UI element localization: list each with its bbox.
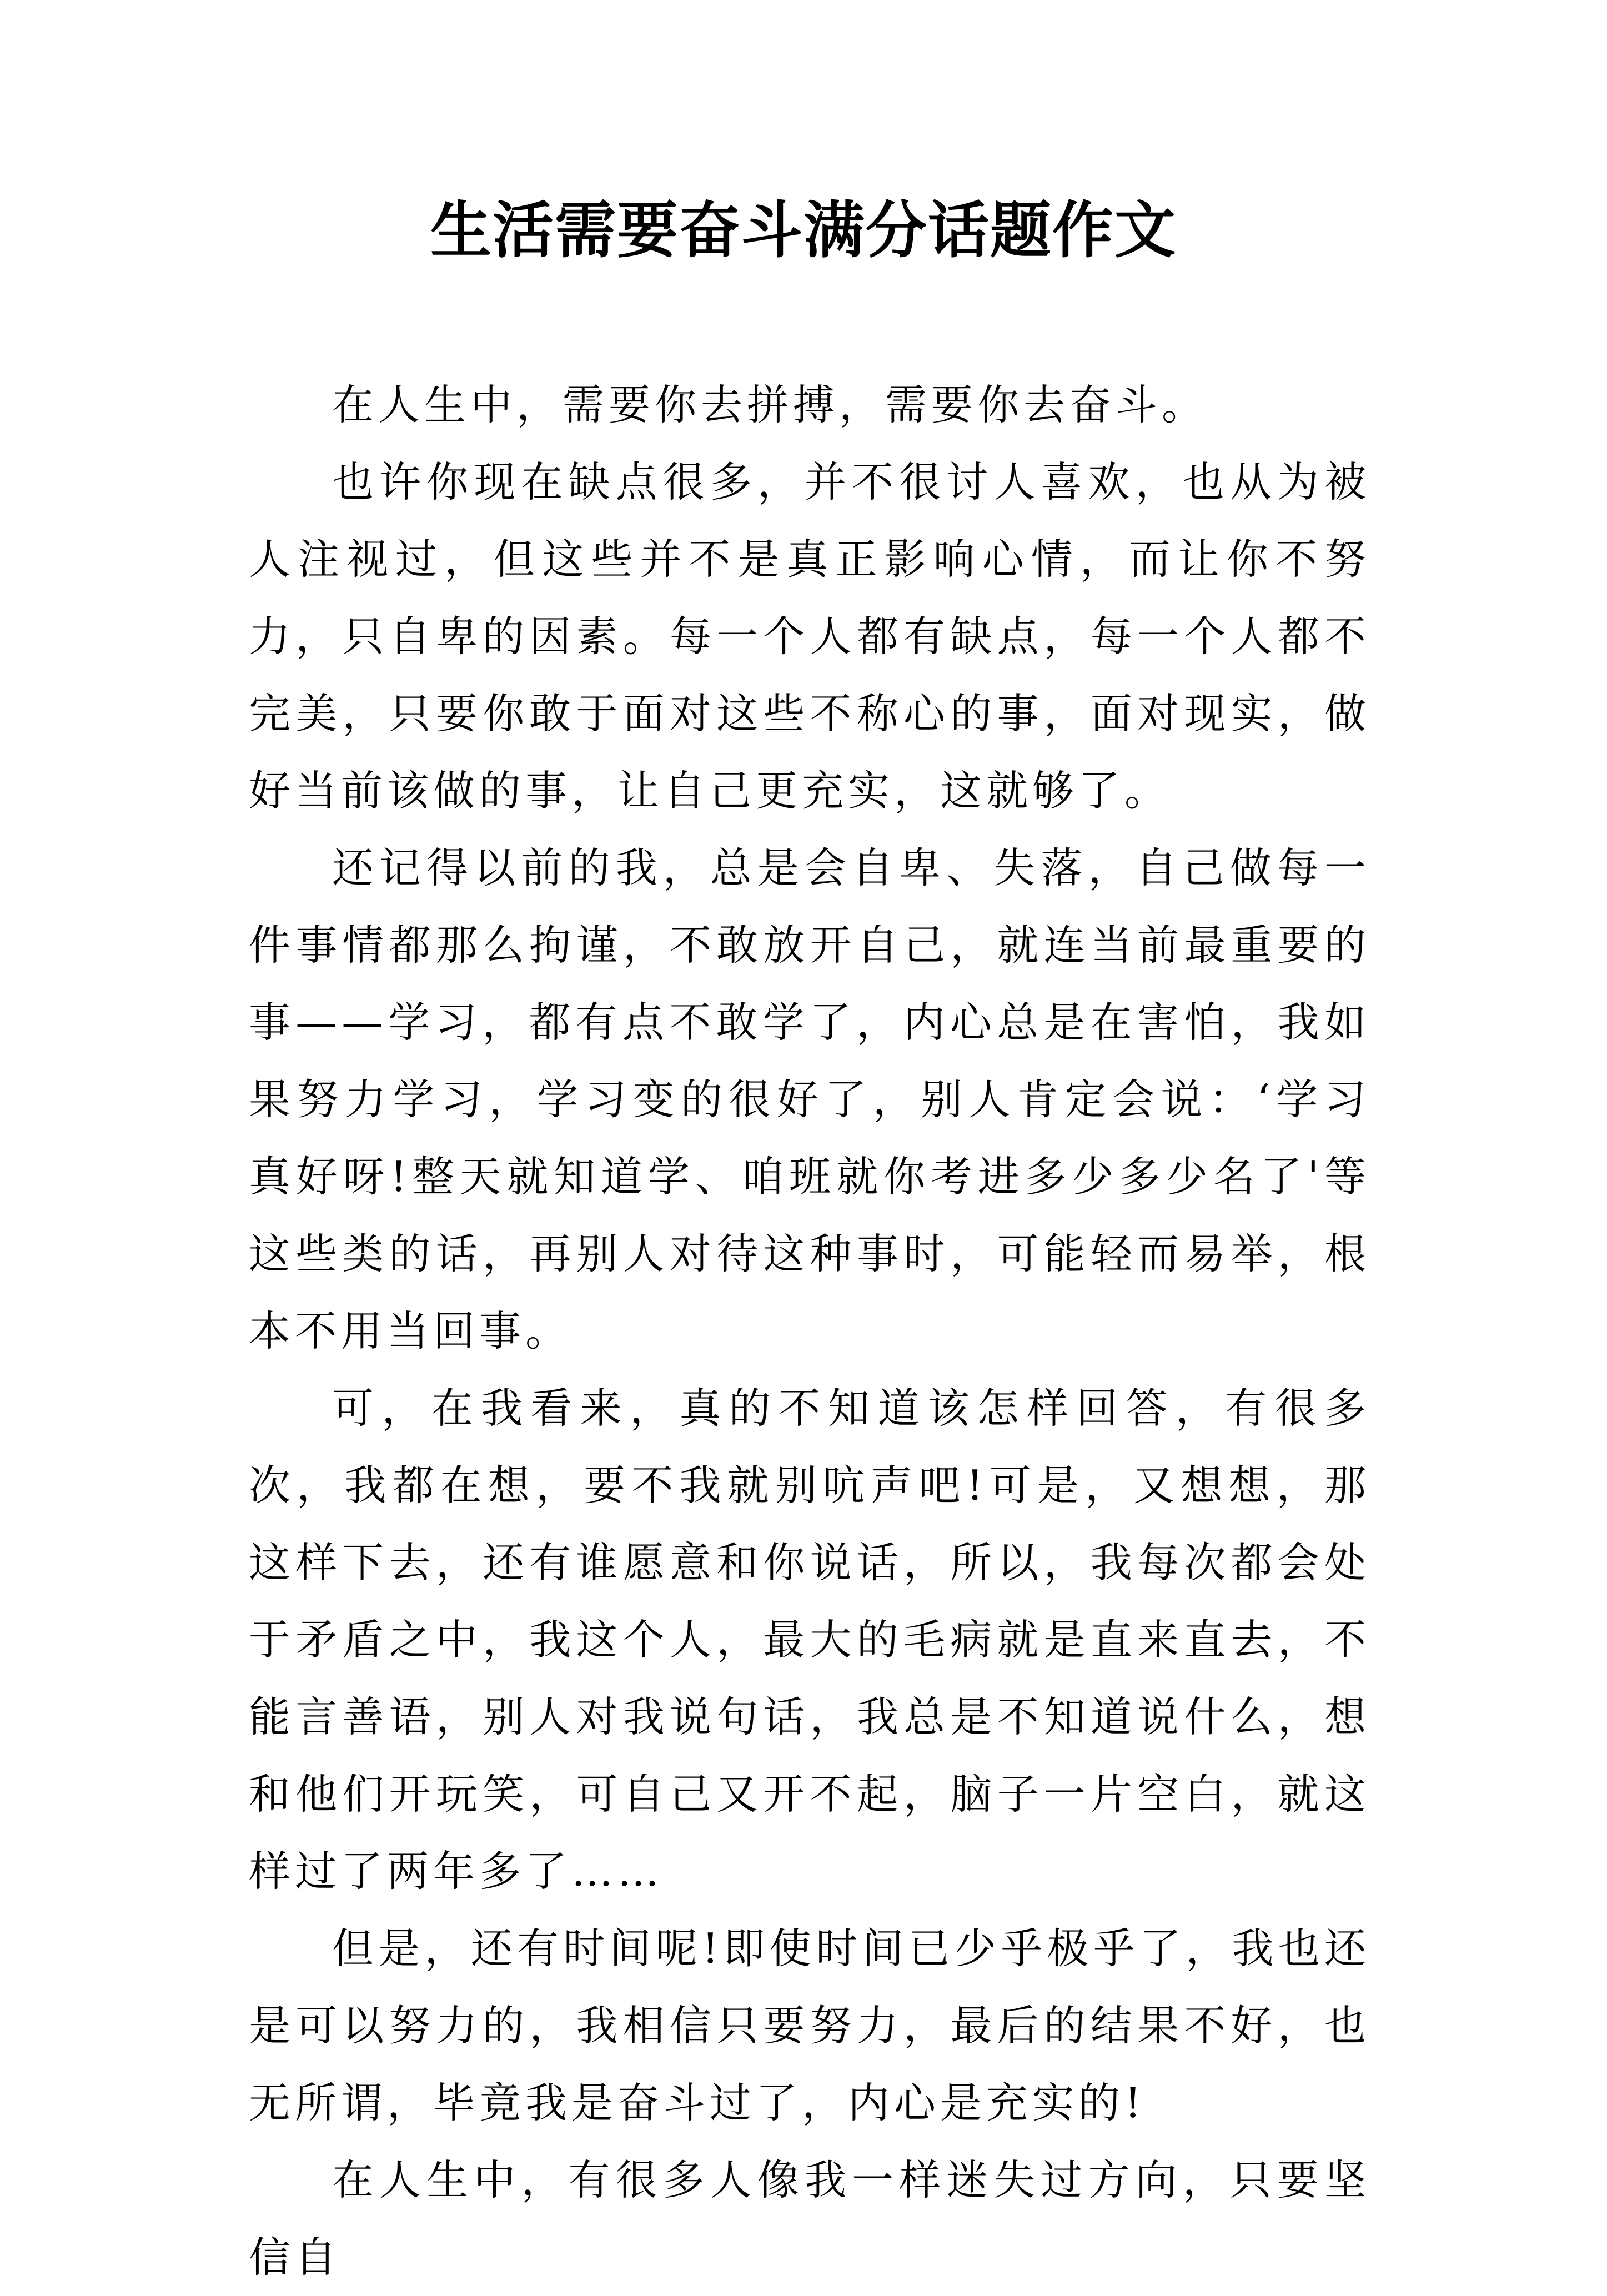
paragraph-4: 可，在我看来，真的不知道该怎样回答，有很多次，我都在想，要不我就别吭声吧!可是，又想想，那这样下去，还有谁愿意和你说话，所以，我每次都会处于矛盾之中，我这个人，最大的毛病就是直来直去，不能言善语，别人对我说句话，我总是不知道说什么，想和他们开玩笑，可自己又开不起，脑子一片空白，就这样过了两年多了…… [249,1384,1370,1896]
paragraph-2: 也许你现在缺点很多，并不很讨人喜欢，也从为被人注视过，但这些并不是真正影响心情，而让你不努力，只自卑的因素。每一个人都有缺点，每一个人都不完美，只要你敢于面对这些不称心的事，面对现实，做好当前该做的事，让自己更充实，这就够了。 [249,458,1370,815]
paragraph-5: 但是，还有时间呢!即使时间已少乎极乎了，我也还是可以努力的，我相信只要努力，最后的结果不好，也无所谓，毕竟我是奋斗过了，内心是充实的! [249,1924,1370,2127]
paragraph-1: 在人生中，需要你去拼搏，需要你去奋斗。 [332,380,1208,429]
document-title: 生活需要奋斗满分话题作文 [430,194,1177,266]
paragraph-3: 还记得以前的我，总是会自卑、失落，自己做每一件事情都那么拘谨，不敢放开自己，就连当前最重要的事——学习，都有点不敢学了，内心总是在害怕，我如果努力学习，学习变的很好了，别人肯定会说：‘学习真好呀!整天就知道学、咱班就你考进多少多少名了'等这些类的话，再别人对待这种事时，可能轻而易举，根本不用当回事。 [249,843,1370,1355]
paragraph-6: 在人生中，有很多人像我一样迷失过方向，只要坚信自 [249,2156,1370,2282]
document-body [249,366,1370,2296]
